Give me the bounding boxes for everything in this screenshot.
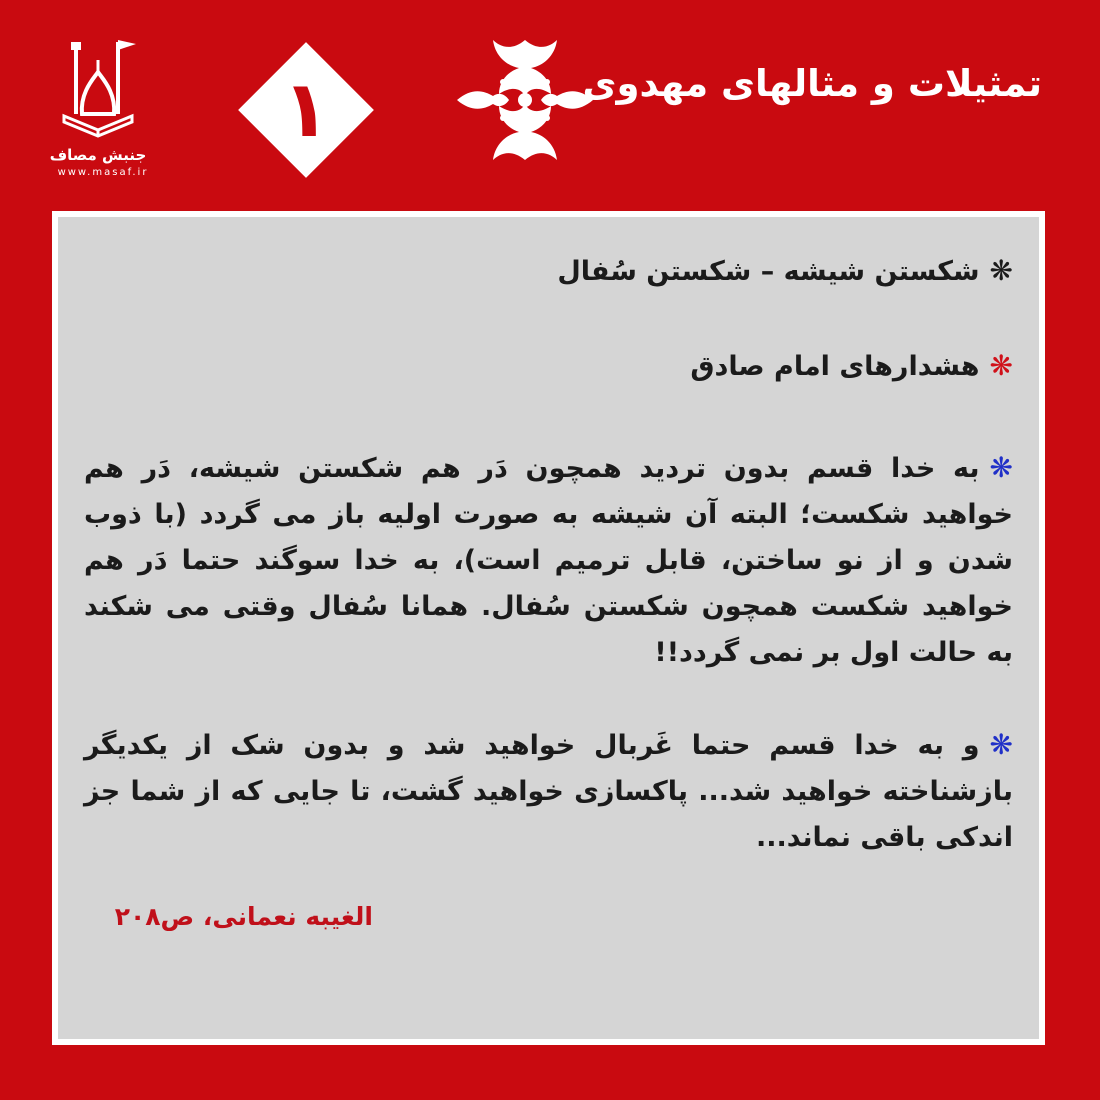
bullet-star-icon: ❋ (989, 728, 1013, 761)
source-citation: الغیبه نعمانی، ص۲۰۸ (114, 902, 373, 931)
bullet-star-icon: ❋ (989, 451, 1013, 484)
page-title: تمثیلات و مثالهای مهدوی (582, 62, 1042, 105)
heading1-text: شکستن شیشه – شکستن سُفال (557, 256, 980, 287)
badge-number: ۱ (282, 65, 330, 155)
bullet-star-icon: ❋ (989, 254, 1013, 287)
content-panel (52, 211, 1045, 1045)
bullet-star-icon: ❋ (989, 349, 1013, 382)
heading2-text: هشدارهای امام صادق (690, 351, 980, 382)
content-body (58, 217, 1039, 1039)
logo-name: جنبش مصاف (49, 146, 147, 164)
masaf-logo (40, 36, 166, 186)
heading-glass-pottery (84, 249, 1013, 294)
heading-warnings (84, 344, 1013, 389)
number-badge (236, 40, 376, 180)
paragraph2-text: و به خدا قسم حتما غَربال خواهید شد و بدون شک از یکدیگر بازشناخته خواهید شد... پاکسازی خواهید گشت، تا جایی که از شما جز اندکی باقی نماند... (84, 730, 1013, 853)
logo-website: www.masaf.ir (57, 167, 149, 178)
header (0, 0, 1100, 210)
ornament-icon (455, 38, 595, 162)
paragraph-2 (84, 722, 1013, 861)
dome-icon (54, 36, 154, 146)
paragraph-1 (84, 445, 1013, 676)
paragraph1-text: به خدا قسم بدون تردید همچون دَر هم شکستن شیشه، دَر هم خواهید شکست؛ البته آن شیشه به صورت اولیه باز می گردد (با ذوب شدن و از نو ساختن، قابل ترمیم است)، به خدا سوگند حتما دَر هم خواهید شکست همچون شکستن سُفال. همانا سُفال وقتی می شکند به حالت اول بر نمی گردد!! (84, 453, 1013, 668)
